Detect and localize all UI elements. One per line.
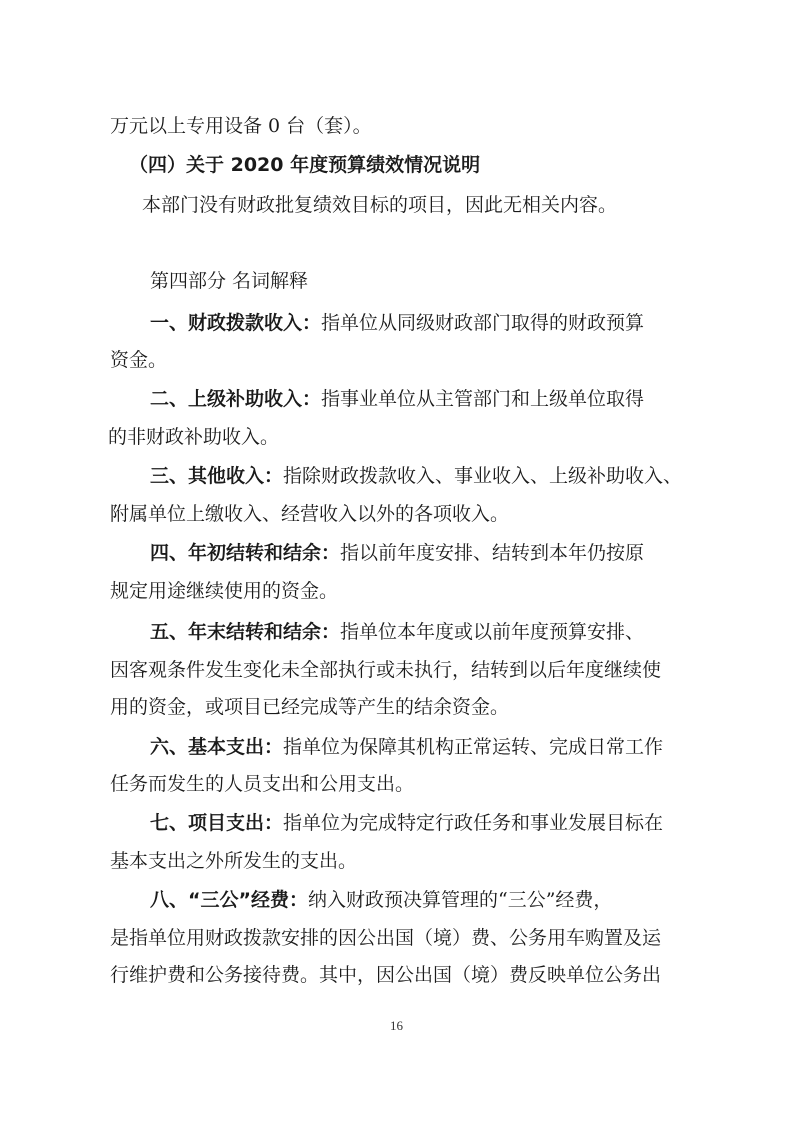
term-title: 六、基本支出：	[150, 736, 284, 758]
term-definition: 纳入财政预决算管理的“三公”经费，	[307, 889, 613, 911]
term-definition: 指单位为保障其机构正常运转、完成日常工作	[283, 736, 664, 758]
body-line: 基本支出之外所发生的支出。	[110, 850, 358, 872]
body-line: 任务而发生的人员支出和公用支出。	[110, 773, 415, 795]
term-title: 五、年末结转和结余：	[150, 621, 341, 643]
page-number: 16	[390, 1018, 403, 1033]
term-line	[150, 386, 644, 412]
term-definition: 指事业单位从主管部门和上级单位取得	[321, 388, 645, 410]
body-line: 本部门没有财政批复绩效目标的项目，因此无相关内容。	[142, 194, 618, 216]
body-line: 行维护费和公务接待费。其中，因公出国（境）费反映单位公务出	[110, 964, 662, 986]
term-title: 二、上级补助收入：	[150, 388, 322, 410]
term-definition: 指单位为完成特定行政任务和事业发展目标在	[283, 812, 664, 834]
term-definition: 指除财政拨款收入、事业收入、上级补助收入、	[283, 465, 683, 487]
term-line	[150, 540, 644, 566]
body-line: 规定用途继续使用的资金。	[110, 580, 339, 602]
term-line	[150, 734, 663, 760]
body-line: 是指单位用财政拨款安排的因公出国（境）费、公务用车购置及运	[110, 927, 662, 949]
term-title: 七、项目支出：	[150, 812, 284, 834]
body-line: 因客观条件发生变化未全部执行或未执行，结转到以后年度继续使	[110, 659, 662, 681]
term-title: 四、年初结转和结余：	[150, 542, 341, 564]
term-title: 八、“三公”经费：	[150, 889, 308, 911]
term-line	[150, 310, 644, 336]
term-line	[150, 810, 663, 836]
term-definition: 指单位从同级财政部门取得的财政预算	[321, 312, 645, 334]
term-title: 三、其他收入：	[150, 465, 284, 487]
term-definition: 指单位本年度或以前年度预算安排、	[340, 621, 645, 643]
body-line: 用的资金，或项目已经完成等产生的结余资金。	[110, 696, 510, 718]
term-line	[150, 463, 682, 489]
part-heading: 第四部分 名词解释	[150, 270, 309, 292]
body-line: 的非财政补助收入。	[108, 426, 280, 448]
term-title: 一、财政拨款收入：	[150, 312, 322, 334]
term-line	[150, 619, 644, 645]
body-line: 资金。	[110, 349, 168, 371]
term-definition: 指以前年度安排、结转到本年仍按原	[340, 542, 645, 564]
section-heading: （四）关于 2020 年度预算绩效情况说明	[129, 154, 481, 176]
body-line: 万元以上专用设备 0 台（套）。	[110, 115, 372, 137]
body-line: 附属单位上缴收入、经营收入以外的各项收入。	[110, 503, 510, 525]
term-line	[150, 887, 612, 913]
